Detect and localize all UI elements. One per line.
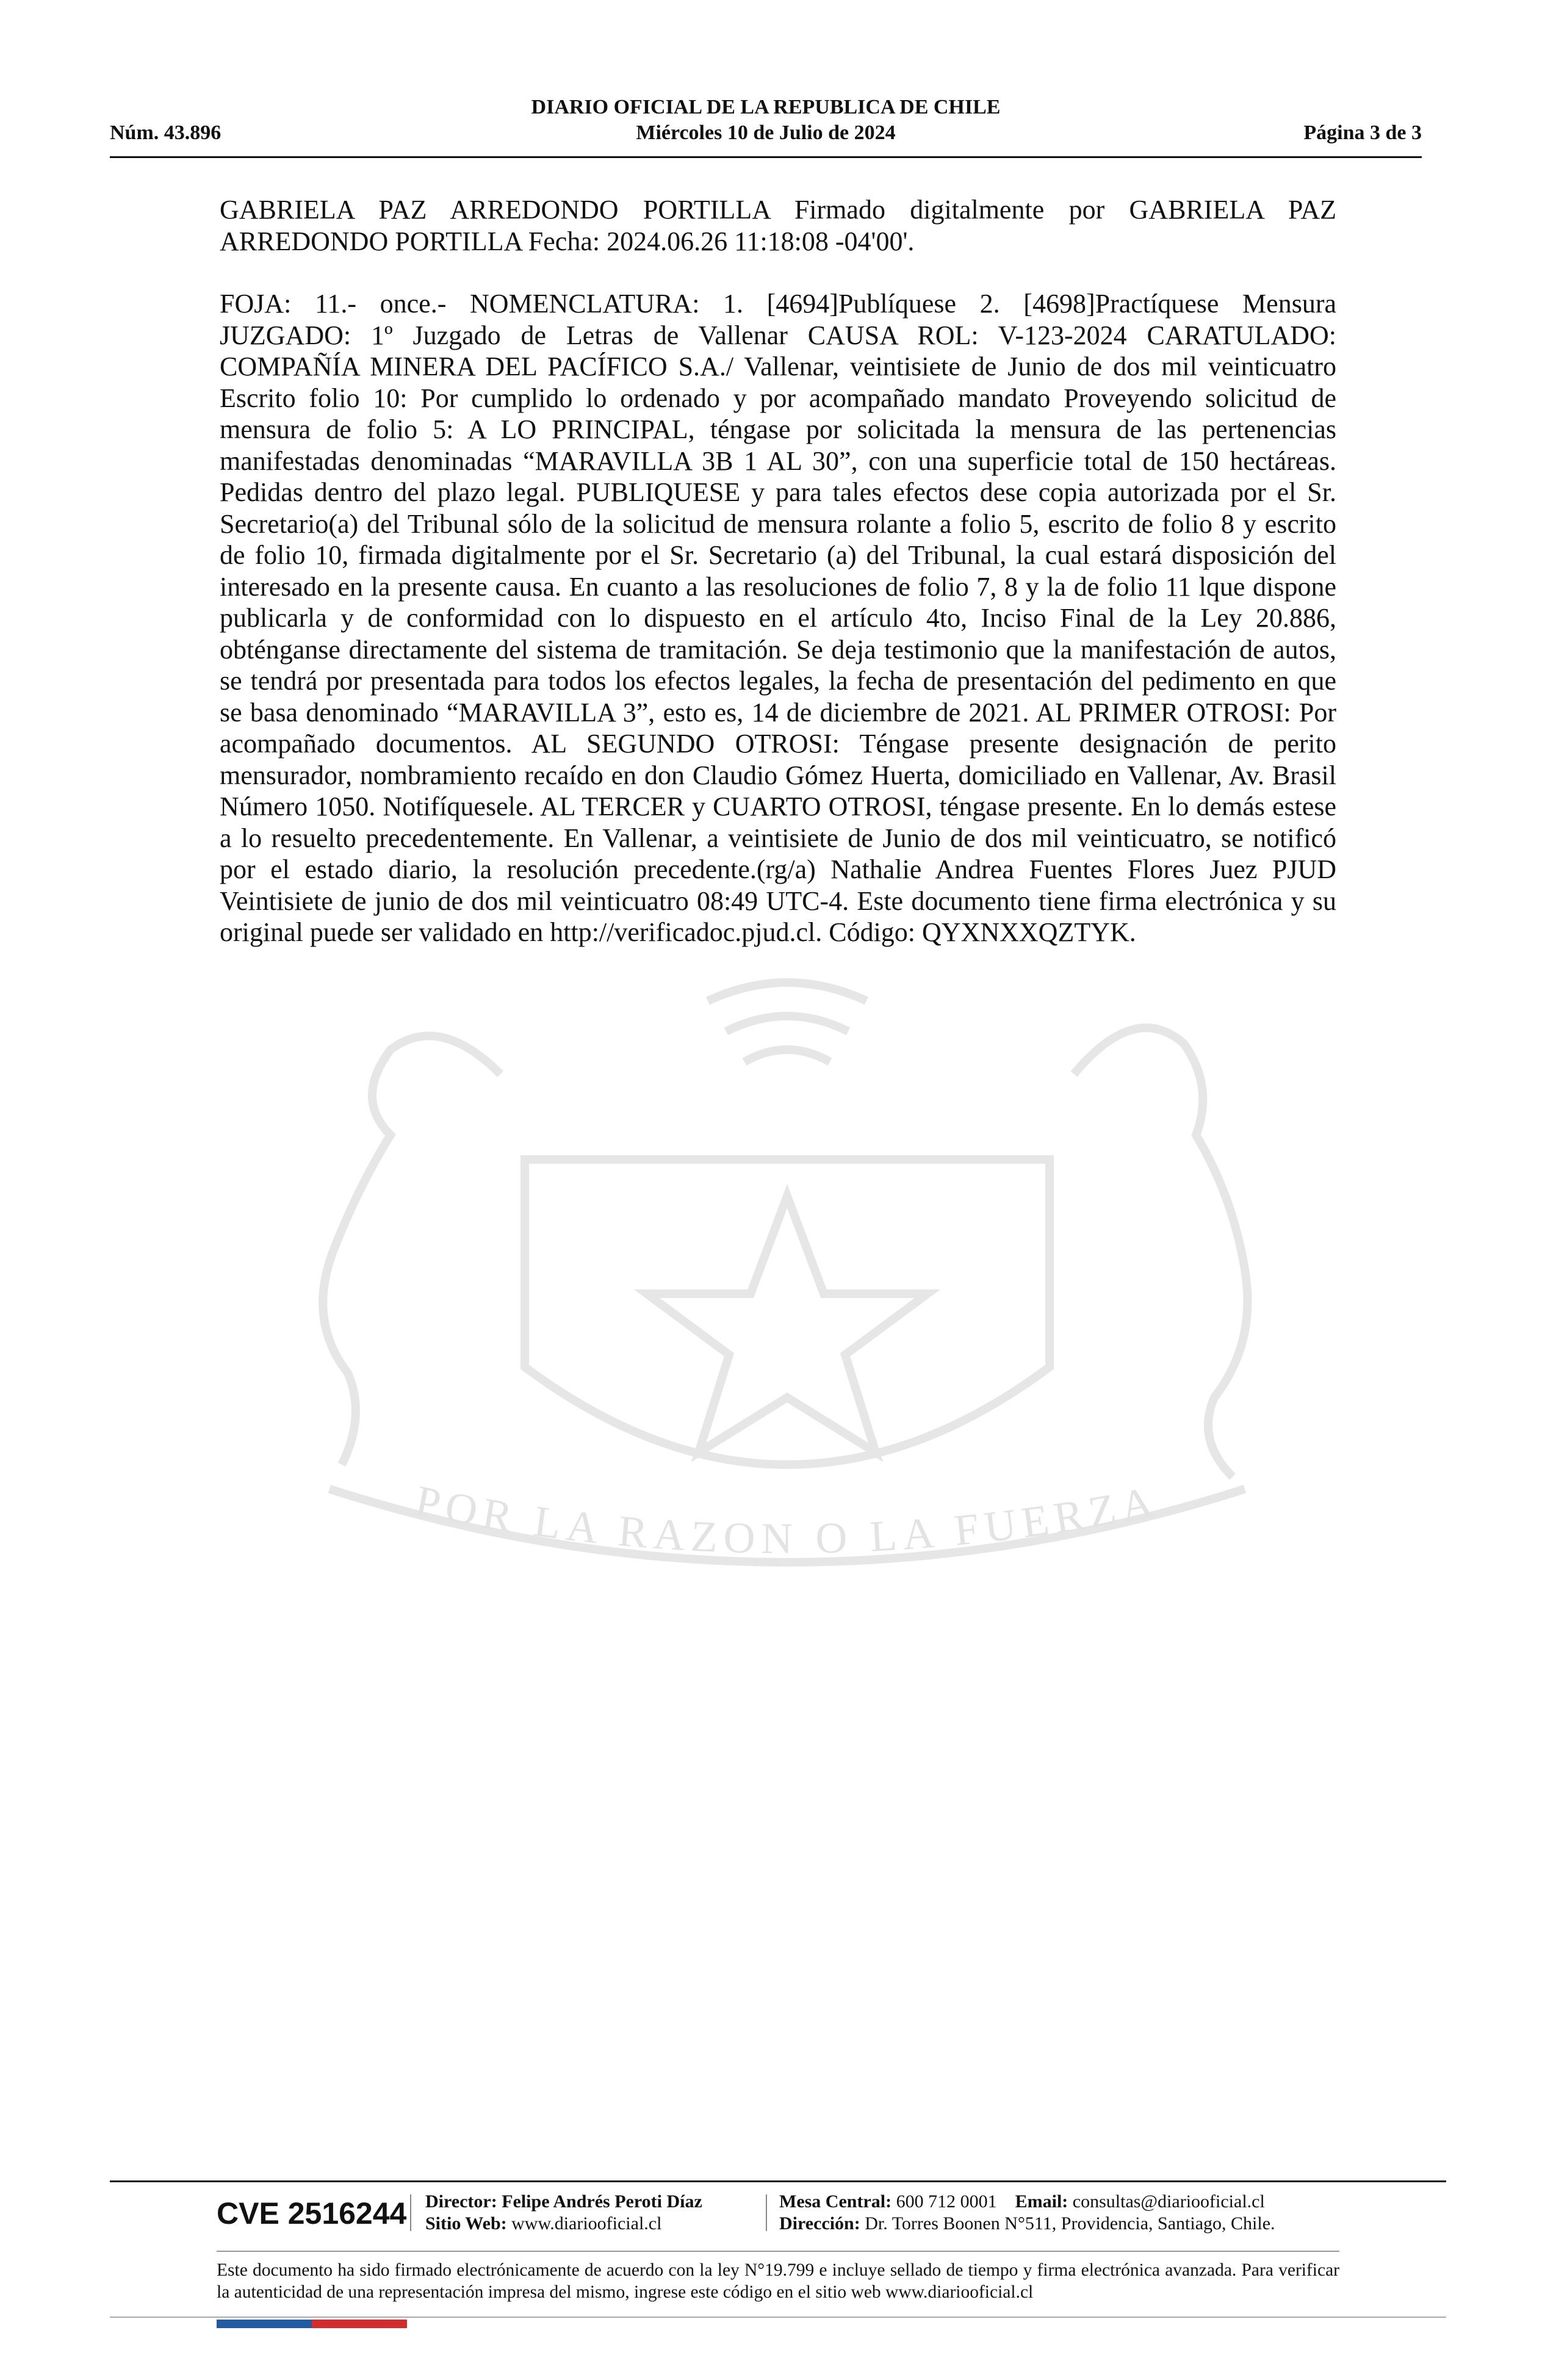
email-label: Email: xyxy=(1015,2191,1068,2212)
email-link[interactable]: consultas@diariooficial.cl xyxy=(1072,2191,1265,2212)
flag-stripe-blue xyxy=(217,2320,312,2328)
flag-stripe-red xyxy=(312,2320,407,2328)
resolution-paragraph: FOJA: 11.- once.- NOMENCLATURA: 1. [4694]Publíquese 2. [4698]Practíquese Mensura JUZGADO: 1º Juzgado de Letras de Vallenar CAUSA ROL: V-123-2024 CARATULADO: COMPAÑÍA MINERA DEL PACÍFICO S.A./ Vallenar, veintisiete de Junio de dos mil veinticuatro Escrito folio 10: Por cumplido lo ordenado y por acompañado mandato Proveyendo solicitud de mensura de folio 5: A LO PRINCIPAL, téngase por solicitada la mensura de las pertenencias manifestadas denominadas “MARAVILLA 3B 1 AL 30”, con una superficie total de 150 hectáreas. Pedidas dentro del plazo legal. PUBLIQUESE y para tales efectos dese copia autorizada por el Sr. Secretario(a) del Tribunal sólo de la solicitud de mensura rolante a folio 5, escrito de folio 8 y escrito de folio 10, firmada digitalmente por el Sr. Secretario (a) del Tribunal, la cual estará disposición del interesado en la presente causa. En cuanto a las resoluciones de folio 7, 8 y la de folio 11 lque dispone publicarla y de conformidad con lo dispuesto en el artículo 4to, Inciso Final de la Ley 20.886, obténganse directamente del sistema de tramitación. Se deja testimonio que la manifestación de autos, se tendrá por presentada para todos los efectos legales, la fecha de presentación del pedimento en que se basa denominado “MARAVILLA 3”, esto es, 14 de diciembre de 2021. AL PRIMER OTROSI: Por acompañado documentos. AL SEGUNDO OTROSI: Téngase presente designación de perito mensurador, nombramiento recaído en don Claudio Gómez Huerta, domiciliado en Vallenar, Av. Brasil Número 1050. Notifíquesele. AL TERCER y CUARTO OTROSI, téngase presente. En lo demás estese a lo resuelto precedentemente. En Vallenar, a veintisiete de Junio de dos mil veinticuatro, se notificó por el estado diario, la resolución precedente.(rg/a) Nathalie Andrea Fuentes Flores Juez PJUD Veintisiete de junio de dos mil veinticuatro 08:49 UTC-4. Este documento tiene firma electrónica y su original puede ser validado en http://verificadoc.pjud.cl. Código: QYXNXXQZTYK. xyxy=(220,289,1336,947)
footer-divider xyxy=(110,2180,1446,2182)
watermark-motto: POR LA RAZON O LA FUERZA xyxy=(411,1476,1163,1563)
director-name: Felipe Andrés Peroti Díaz xyxy=(502,2191,702,2212)
issue-number: Núm. 43.896 xyxy=(110,121,222,144)
cve-code: CVE 2516244 xyxy=(217,2196,407,2230)
director-label: Director: xyxy=(425,2191,497,2212)
mesa-phone: 600 712 0001 xyxy=(896,2191,997,2212)
website-link[interactable]: www.diariooficial.cl xyxy=(511,2213,662,2234)
newspaper-title: DIARIO OFICIAL DE LA REPUBLICA DE CHILE xyxy=(531,96,1001,118)
page-footer xyxy=(217,2191,1339,2237)
issue-date: Miércoles 10 de Julio de 2024 xyxy=(636,121,896,144)
page-number: Página 3 de 3 xyxy=(1303,121,1422,144)
watermark-shapes xyxy=(323,983,1247,1562)
website-line xyxy=(425,2213,702,2235)
flag-stripe xyxy=(217,2320,407,2328)
verification-note: Este documento ha sido firmado electrónicamente de acuerdo con la ley N°19.799 e incluye sellado de tiempo y firma electrónica avanzada. Para verificar la autenticidad de una representación impresa del mismo, ingrese este código en el sitio web www.diariooficial.cl xyxy=(217,2260,1339,2302)
address-value: Dr. Torres Boonen N°511, Providencia, Santiago, Chile. xyxy=(865,2213,1275,2234)
website-label: Sitio Web: xyxy=(425,2213,507,2234)
header-divider xyxy=(110,156,1422,158)
phone-email-line xyxy=(779,2191,1275,2213)
footer-bottom-divider xyxy=(110,2317,1446,2318)
signature-paragraph: GABRIELA PAZ ARREDONDO PORTILLA Firmado digitalmente por GABRIELA PAZ ARREDONDO PORTILLA Fecha: 2024.06.26 11:18:08 -04'00'. xyxy=(220,195,1336,256)
footer-separator xyxy=(410,2194,411,2231)
footer-inner-divider xyxy=(217,2251,1339,2252)
mesa-label: Mesa Central: xyxy=(779,2191,892,2212)
address-line xyxy=(779,2213,1275,2235)
footer-contact-left xyxy=(425,2191,702,2235)
document-body xyxy=(220,194,1336,979)
address-label: Dirección: xyxy=(779,2213,860,2234)
director-line xyxy=(425,2191,702,2213)
page-header xyxy=(110,95,1422,156)
coat-of-arms-watermark xyxy=(207,976,1367,1678)
footer-contact-right xyxy=(779,2191,1275,2235)
footer-separator xyxy=(766,2194,767,2231)
